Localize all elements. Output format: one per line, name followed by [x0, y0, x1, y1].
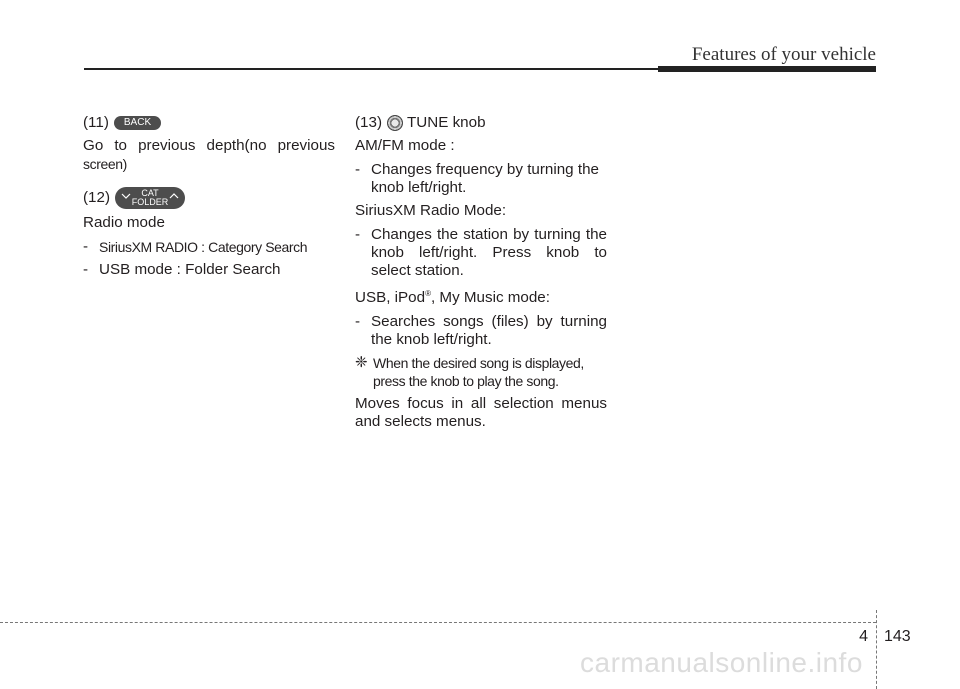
sirius-heading: SiriusXM Radio Mode: [355, 202, 507, 219]
list-item: - Changes frequency by turning the knob left/right. [355, 161, 607, 197]
item-12-heading: Radio mode [83, 214, 165, 231]
back-button-icon: BACK [114, 116, 161, 130]
list-item: - Changes the station by turning the knob left/right. Press knob to select station. [355, 226, 607, 279]
footer-rule [0, 622, 876, 623]
sirius-desc: Changes the station by turning the knob left/right. Press knob to select station. [371, 226, 607, 279]
tune-knob-icon [387, 115, 403, 131]
note-text: When the desired song is displayed, press the knob to play the song. [373, 355, 584, 390]
note [355, 354, 607, 390]
page-number: 143 [884, 628, 911, 645]
header-title: Features of your vehicle [691, 44, 876, 65]
cat-folder-button-icon [115, 187, 185, 209]
item-13-label: TUNE knob [407, 114, 486, 131]
item-12-ref [83, 187, 335, 209]
focus-desc: Moves focus in all selection menus and selects menus. [355, 395, 607, 431]
item-13-number: (13) [355, 114, 383, 131]
list-item: - USB mode : Folder Search [83, 261, 335, 279]
left-column [83, 114, 335, 284]
item-11-desc-line2: screen) [83, 156, 127, 172]
item-11-ref [83, 114, 335, 132]
right-column [355, 114, 607, 437]
note-mark-icon: ❈ [355, 354, 368, 372]
section-number: 4 [859, 628, 868, 645]
item-12-number: (12) [83, 189, 111, 206]
chevron-up-icon [169, 192, 179, 200]
amfm-desc: Changes frequency by turning the knob left/right. [371, 161, 599, 196]
usb-heading [355, 285, 607, 307]
footer-divider [876, 610, 877, 689]
usb-desc: Searches songs (files) by turning the knob left/right. [371, 313, 607, 349]
folder-label: FOLDER [131, 197, 169, 207]
usb-heading-pre: USB, iPod [355, 289, 426, 307]
item-13-ref [355, 114, 607, 132]
item-11-desc-line1: Go to previous depth(no previous [83, 137, 335, 154]
header-rule-accent [658, 66, 876, 72]
bullet-sirius-category: SiriusXM RADIO : Category Search [99, 239, 308, 255]
cat-label: CAT [141, 188, 159, 198]
list-item: - SiriusXM RADIO : Category Search [83, 238, 335, 256]
watermark: carmanualsonline.info [580, 647, 863, 678]
registered-mark: ® [425, 289, 431, 298]
list-item: - Searches songs (files) by turning the knob left/right. [355, 313, 607, 349]
amfm-heading: AM/FM mode : [355, 137, 455, 154]
bullet-usb-folder: USB mode : Folder Search [99, 261, 281, 278]
item-11-number: (11) [83, 114, 109, 131]
usb-heading-post: , My Music mode: [430, 289, 550, 307]
